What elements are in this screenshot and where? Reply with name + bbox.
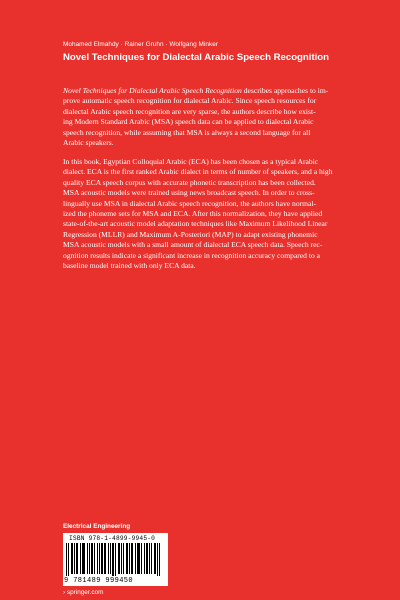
barcode-bar [66, 543, 67, 576]
authors: Mohamed Elmahdy · Rainer Gruhn · Wolfgang Minker [63, 41, 219, 48]
barcode-bar [74, 543, 75, 574]
barcode-bar [126, 543, 127, 574]
barcode-bar [87, 543, 88, 574]
barcode-bar [97, 543, 98, 574]
barcode-bar [72, 543, 73, 574]
barcode-bar [105, 543, 106, 574]
barcode-bar [112, 543, 113, 576]
barcode-bar [71, 543, 72, 574]
barcode-bar [99, 543, 100, 574]
barcode-bar [131, 543, 132, 574]
barcode-bar [77, 543, 78, 574]
description-line: ing Modern Standard Arabic (MSA) speech data can be applied to dialectal Arabic [63, 117, 314, 127]
description-line: In this book, Egyptian Colloquial Arabic (ECA) has been chosen as a typical Arabic [63, 157, 319, 166]
barcode-bar [92, 543, 93, 574]
barcode-bar [154, 543, 155, 574]
barcode-bar [155, 543, 156, 574]
barcode-bar [80, 543, 81, 574]
description-line: dialect. ECA is the first ranked Arabic dialect in terms of number of speakers, and a high [63, 167, 333, 177]
barcode-bar [104, 543, 105, 574]
barcode-bar [68, 543, 69, 576]
barcode-bar [121, 543, 122, 574]
description-line [63, 86, 345, 96]
barcode-bar [137, 543, 138, 574]
barcode-bar [119, 543, 120, 574]
barcode-bar [139, 543, 140, 574]
barcode-bar [94, 543, 95, 574]
description-line: dialectal Arabic speech recognition are very sparse, the authors describe how exist- [63, 106, 316, 116]
barcode-bar [89, 543, 90, 574]
description-line: Regression (MLLR) and Maximum A-Posteriori (MAP) to adapt existing phonemic [63, 229, 318, 239]
description-line: state-of-the-art acoustic model adaptation techniques like Maximum Likelihood Linear [63, 219, 328, 229]
description-line: ized the phoneme sets for MSA and ECA. After this normalization, they have applied [63, 209, 323, 219]
description-line: prove automatic speech recognition for dialectal Arabic. Since speech resources for [63, 96, 317, 106]
barcode-bar [83, 543, 84, 574]
description-line: quality ECA speech corpus with accurate phonetic transcription has been collected. [63, 177, 316, 187]
barcode-bar [91, 543, 92, 574]
barcode-bar [101, 543, 102, 574]
barcode-bar [141, 543, 142, 574]
barcode-bar [147, 543, 148, 574]
barcode-bar [118, 543, 119, 574]
barcode-bar [146, 543, 147, 574]
barcode-bar [110, 543, 111, 574]
barcode-bar [135, 543, 136, 574]
barcode-icon [66, 543, 164, 576]
barcode-bar [115, 543, 116, 576]
description-paragraph-2 [63, 157, 345, 271]
barcode-bar [108, 543, 109, 574]
barcode-bar [151, 543, 152, 574]
description-line: baseline model trained with only ECA data. [63, 261, 196, 271]
barcode-bar [144, 543, 145, 574]
barcode-number: 9 781489 999450 [64, 577, 134, 585]
barcode-bar [102, 543, 103, 574]
description-line: Arabic speakers. [63, 138, 114, 148]
description-line: speech recognition, while assuming that MSA is always a second language for all [63, 127, 311, 137]
book-title-italic: Novel Techniques for Dialectal Arabic Speech Recognition [63, 86, 242, 95]
barcode-bar [132, 543, 133, 574]
barcode-bar [84, 543, 85, 574]
isbn-label: ISBN 978-1-4899-9945-0 [69, 535, 156, 542]
barcode-bar [113, 543, 114, 576]
description-line-rest: describes approaches to im- [241, 86, 329, 95]
barcode-bar [127, 543, 128, 574]
description-paragraph-1 [63, 86, 345, 148]
description-line: lingually use MSA in dialectal Arabic speech recognition, the authors have normal- [63, 198, 317, 208]
barcode-bar [159, 543, 160, 576]
book-title: Novel Techniques for Dialectal Arabic Speech Recognition [63, 52, 330, 63]
barcode-bar [129, 543, 130, 574]
barcode-bar [157, 543, 158, 576]
barcode-bar [76, 543, 77, 574]
description-line: MSA acoustic models with a small amount of dialectal ECA speech data. Speech rec- [63, 240, 323, 250]
publisher-website: › springer.com [63, 589, 104, 596]
barcode-bar [138, 543, 139, 574]
description-line: MSA acoustic models were trained using news broadcast speech. In order to cross- [63, 188, 315, 198]
description-line: ognition results indicate a significant increase in recognition accuracy compared to a [63, 250, 321, 260]
barcode-bar [149, 543, 150, 574]
barcode-bar [82, 543, 83, 574]
barcode-bar [123, 543, 124, 574]
subject-category: Electrical Engineering [63, 523, 131, 530]
